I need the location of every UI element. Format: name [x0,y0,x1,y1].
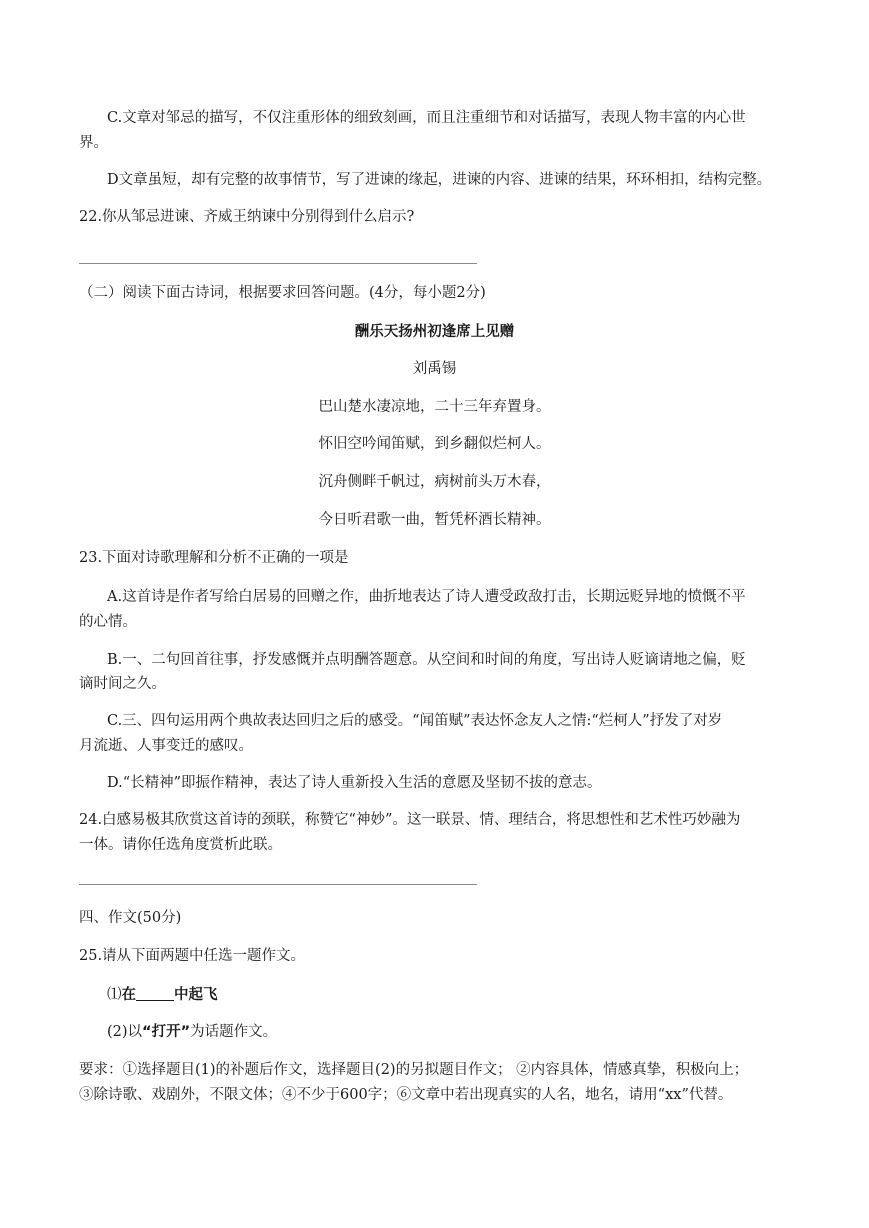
q21-option-c-line2: 界。 [79,135,108,151]
q23-option-b-line1: B.一、二句回首往事，抒发感慨并点明酬答题意。从空间和时间的角度，写出诗人贬谪请地之偏，贬 [107,652,746,668]
poem-line-1: 巴山楚水凄凉地，二十三年弃置身。 [318,399,551,415]
q25-option-2 [107,1022,277,1042]
q23-option-d: D.“长精神”即振作精神，表达了诗人重新投入生活的意愿及坚韧不拔的意志。 [107,775,602,791]
q21-option-d: D文章虽短，却有完整的故事情节，写了进谏的缘起，进谏的内容、进谏的结果，环环相扣，结构完整。 [107,172,772,188]
section4-heading: 四、作文(50分) [79,910,182,926]
poem-author: 刘禹锡 [412,361,457,377]
q24-answer-line [79,884,477,885]
poem-title: 酬乐天扬州初逢席上见赠 [354,324,515,340]
q23-option-a-line1: A.这首诗是作者写给白居易的回赠之作，曲折地表达了诗人遭受政敌打击，长期远贬异地的愤慨不平 [107,589,746,605]
poem-line-3: 沉舟侧畔千帆过，病树前头万木春， [318,474,551,490]
q22-answer-line [79,263,477,264]
q25-requirements-line1: 要求：①选择题目(1)的补题后作文，选择题目(2)的另拟题目作文； ②内容具体，情感真挚，积极向上； [79,1062,749,1078]
q23-option-a-line2: 的心情。 [79,614,137,630]
option-2-suffix: 为话题作文。 [190,1024,278,1040]
q23-option-c-line2: 月流逝、人事变迁的感叹。 [79,738,253,754]
option-2-topic: “打开” [142,1024,191,1040]
option-1-number: ⑴ [107,987,122,1003]
poem-line-2: 怀旧空吟闻笛赋，到乡翻似烂柯人。 [318,436,551,452]
poem-line-4: 今日听君歌一曲，暂凭杯酒长精神。 [318,512,551,528]
q25-requirements-line2: ③除诗歌、戏剧外，不限文体；④不少于600字；⑥文章中若出现真实的人名，地名，请用“xx”代替。 [79,1087,733,1103]
q23-option-b-line2: 谪时间之久。 [79,676,166,692]
q24-line1: 24.白感易极其欣赏这首诗的颈联，称赞它“神妙”。这一联景、情、理结合，将思想性和艺术性巧妙融为 [79,812,741,828]
q24-line2: 一体。请你任选角度赏析此联。 [79,837,282,853]
option-1-before: 在 [121,987,136,1003]
option-1-after: 中起飞 [174,987,218,1003]
option-2-prefix: (2)以 [107,1024,143,1040]
q25-option-1 [107,985,218,1005]
q23-option-c-line1: C.三、四句运用两个典故表达回归之后的感受。“闻笛赋”表达怀念友人之情:“烂柯人”抒发了对岁 [107,713,723,729]
fill-in-blank [136,986,174,1001]
q23-stem: 23.下面对诗歌理解和分析不正确的一项是 [79,550,349,566]
section2-heading: （二）阅读下面古诗词，根据要求回答问题。(4分，每小题2分) [79,285,486,301]
q25-stem: 25.请从下面两题中任选一题作文。 [79,948,306,964]
q22-question: 22.你从邹忌进谏、齐威王纳谏中分别得到什么启示? [79,209,415,225]
q21-option-c-line1: C.文章对邹忌的描写，不仅注重形体的细致刻画，而且注重细节和对话描写，表现人物丰富的内心世 [107,110,746,126]
